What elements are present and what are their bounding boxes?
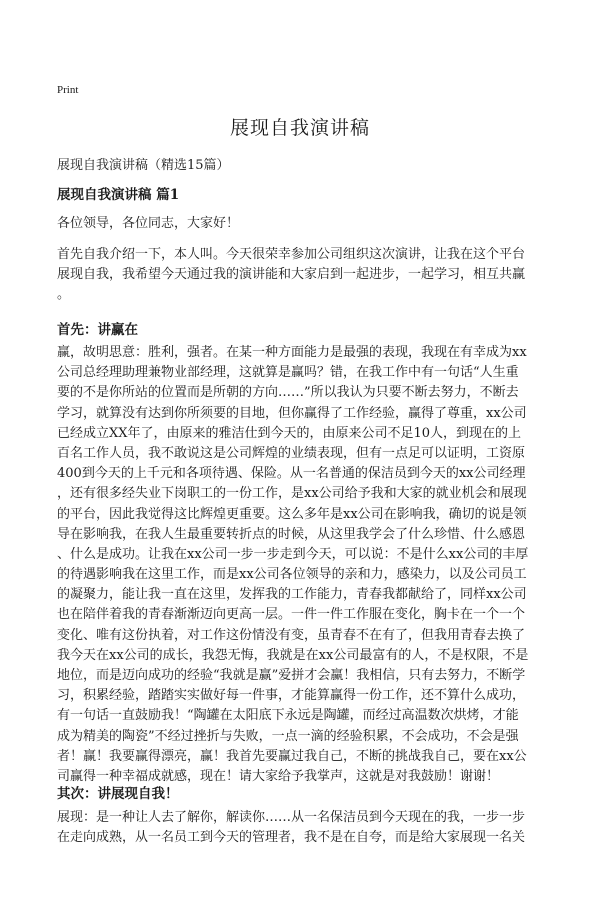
- greeting-paragraph: [57, 214, 547, 234]
- document-title: 展现自我演讲稿: [229, 117, 370, 139]
- closing-line: 展现：是一种让人去了解你，解读你……从一名保洁员到今天现在的我，一步一步: [57, 810, 526, 825]
- body-line: 导在影响我，在我人生最重要转折点的时候，从这里我学会了什么珍惜、什么感恩: [57, 526, 526, 542]
- body-line: 已经成立XX年了，由原来的雅洁仕到今天的，由原来公司不足10人，到现在的上: [57, 425, 522, 441]
- intro-line: 。: [57, 287, 71, 303]
- intro-line: 首先自我介绍一下，本人叫。今天很荣幸参加公司组织这次演讲，让我在这个平台: [57, 247, 526, 262]
- closing-line: 在走向成熟，从一名员工到今天的管理者，我不是在自夸，而是给大家展现一名关: [57, 830, 526, 846]
- body-line: 有一句话一直鼓励我！“陶罐在太阳底下永远是陶罐，而经过高温数次烘烤，才能: [57, 708, 519, 724]
- closing-paragraph: [57, 808, 547, 848]
- body-line: ，还有很多经失业下岗职工的一份工作，是xx公司给予我和大家的就业机会和展现: [57, 486, 527, 502]
- intro-paragraph: [57, 245, 547, 306]
- heading-second: 其次：讲展现自我！: [57, 786, 179, 802]
- print-label: Print: [57, 84, 79, 96]
- body-line: 变化、唯有这份执着，对工作这份情没有变，虽青春不在有了，但我用青春去换了: [57, 627, 526, 643]
- section-heading-1: 展现自我演讲稿 篇1: [57, 187, 180, 203]
- body-line: 也在陪伴着我的青春渐渐迈向更高一层。一件一件工作服在变化，胸卡在一个一个: [57, 607, 526, 623]
- body-line: 的平台，因此我觉得这比辉煌更重要。这么多年是xx公司在影响我，确切的说是领: [57, 506, 527, 522]
- body-paragraph: [57, 343, 547, 787]
- document-subtitle: 展现自我演讲稿（精选15篇）: [57, 158, 230, 173]
- body-line: 者！赢！我要赢得漂亮，赢！我首先要赢过我自己，不断的挑战我自己，要在xx公: [57, 748, 527, 764]
- body-line: 赢，故明思意：胜利，强者。在某一种方面能力是最强的表现，我现在有幸成为xx: [57, 345, 527, 360]
- body-line: 司赢得一种幸福成就感，现在！请大家给予我掌声，这就是对我鼓励！谢谢！: [57, 768, 500, 784]
- body-line: 百名工作人员，我不敢说这是公司辉煌的业绩表现，但有一点足可以证明，工资原: [57, 445, 526, 461]
- greeting-line: 各位领导，各位同志，大家好！: [57, 216, 240, 231]
- body-line: 的凝聚力，能让我一直在这里，发挥我的工作能力，青春我都献给了，同样xx公司: [57, 587, 527, 603]
- body-line: 习，积累经验，踏踏实实做好每一件事，才能算赢得一份工作，还不算什么成功，: [57, 688, 526, 704]
- body-line: 我今天在xx公司的成长，我怨无悔，我就是在xx公司最富有的人，不是权限，不是: [57, 647, 529, 663]
- body-line: 学习，就算没有达到你所须要的目地，但你赢得了工作经验，赢得了尊重，xx公司: [57, 405, 527, 421]
- body-line: 地位，而是迈向成功的经验“我就是赢”爱拼才会赢！我相信，只有去努力，不断学: [57, 668, 526, 683]
- body-line: 公司总经理助理兼物业部经理，这就算是赢吗？错，在我工作中有一句话“人生重: [57, 365, 519, 381]
- body-line: 400到今天的上千元和各项待遇、保险。从一名普通的保洁员到今天的xx公司经理: [57, 466, 526, 482]
- heading-first: 首先：讲赢在: [57, 322, 138, 338]
- body-line: 成为精美的陶瓷”不经过挫折与失败，一点一滴的经验积累，不会成功，不会是强: [57, 728, 519, 744]
- body-line: 要的不是你所站的位置而是所朝的方向……”所以我认为只要不断去努力，不断去: [57, 385, 519, 401]
- body-line: 的待遇影响我在这里工作，而是xx公司各位领导的亲和力，感染力，以及公司员工: [57, 567, 527, 583]
- intro-line: 展现自我，我希望今天通过我的演讲能和大家启到一起进步，一起学习，相互共赢: [57, 267, 526, 283]
- body-line: 、什么是成功。让我在xx公司一步一步走到今天，可以说：不是什么xx公司的丰厚: [57, 546, 529, 562]
